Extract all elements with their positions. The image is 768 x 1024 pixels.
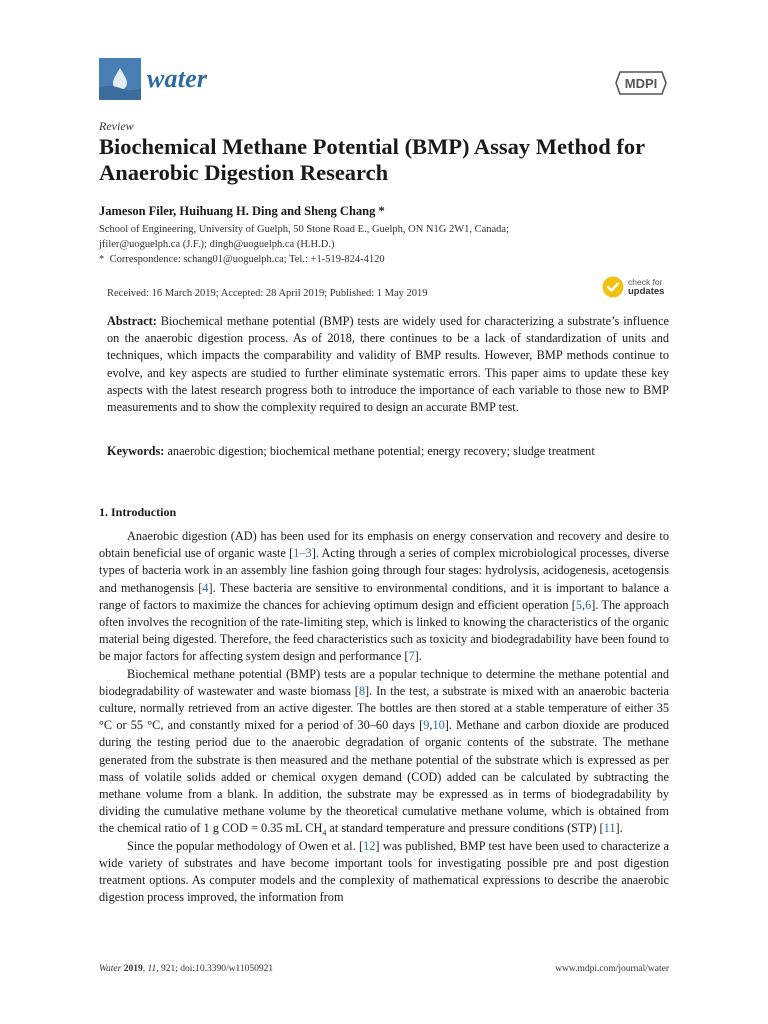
subscript: 4 <box>322 828 327 838</box>
citation-link[interactable]: 4 <box>202 580 209 595</box>
citation-link[interactable]: 11 <box>603 821 616 836</box>
citation-link[interactable]: 6 <box>585 597 592 612</box>
author-emails: jfiler@uoguelph.ca (J.F.); dingh@uoguelph.ca (H.H.D.) <box>99 239 335 250</box>
footer-journal: Water <box>99 964 122 974</box>
abstract-label: Abstract: <box>107 314 157 328</box>
section-heading: 1. Introduction <box>99 505 177 519</box>
footer-volume: 11 <box>147 964 157 974</box>
keywords-text: anaerobic digestion; biochemical methane potential; energy recovery; sludge treatment <box>167 444 595 458</box>
paragraph-3: Since the popular methodology of Owen et al. [12] was published, BMP test have been used to characterize a wide variety of substrates and have become important tools for investigating possible pre and post digestion treatment options. As computer models and the complexity of mathematical expressions to describe the anaerobic digestion process improved, the information from <box>99 838 669 905</box>
article-type: Review <box>99 119 134 133</box>
citation-link[interactable]: 5 <box>575 597 583 612</box>
updates-badge-line1: check for <box>628 277 663 287</box>
footer-year: 2019 <box>123 964 143 974</box>
body-text <box>99 528 669 906</box>
paragraph-2: Biochemical methane potential (BMP) tests are a popular technique to determine the methane potential and biodegradability of wastewater and waste biomass [8]. In the test, a substrate is mixed with an anaerobic bacteria culture, normally retrieved from an active digester. The bottles are then stored at a stable temperature of either 35 °C or 55 °C, and constantly mixed for a period of 30–60 days [9,10]. Methane and carbon dioxide are produced during the testing period due to the anaerobic degradation of organic contents of the substrate. The methane generated from the substrate is then measured and the methane potential of the substrate which is expressed as per mass of volatile solids added or chemical oxygen demand (COD) added can be calculated by subtracting the methane volume from a blank. In addition, the substrate may be expressed as in terms of biodegradability by dividing the cumulative methane volume by the theoretical cumulative methane volume, which is obtained from the chemical ratio of 1 g COD = 0.35 mL $CH_4$ at standard temperature and pressure conditions (STP) [11]. <box>99 666 669 838</box>
citation-link[interactable]: 1–3 <box>293 546 312 561</box>
journal-logo <box>99 58 207 100</box>
citation-link[interactable]: 10 <box>432 718 445 733</box>
correspondence <box>99 254 385 265</box>
keywords-label: Keywords: <box>107 444 165 458</box>
author-list: Jameson Filer, Huihuang H. Ding and Sheng Chang * <box>99 204 385 218</box>
article-dates: Received: 16 March 2019; Accepted: 28 April 2019; Published: 1 May 2019 <box>107 288 428 299</box>
publisher-logo <box>614 66 668 100</box>
footer-citation: Water 2019, 11, 921; doi:10.3390/w11050921 <box>99 964 274 974</box>
correspondence-mark: * <box>99 254 105 265</box>
citation-link[interactable]: 7 <box>408 649 415 664</box>
check-for-updates-badge[interactable] <box>602 276 664 298</box>
water-drop-icon <box>99 58 141 100</box>
abstract <box>107 313 669 416</box>
paper-title: Biochemical Methane Potential (BMP) Assay Method for Anaerobic Digestion Research <box>99 134 645 185</box>
citation-link[interactable]: 8 <box>358 683 365 698</box>
keywords <box>107 443 669 460</box>
abstract-text: Biochemical methane potential (BMP) tests are widely used for characterizing a substrate’s influence on the anaerobic digestion process. As of 2018, there continues to be a lack of standardization of units and techniques, which impacts the comparability and validity of BMP results. However, BMP methods continue to evolve, and key aspects are studied to further eliminate systematic errors. This paper aims to update these key aspects with the latest research progress both to introduce the importance of each variable to those new to BMP measurements and to show the complexity required to design an accurate BMP test. <box>107 314 669 415</box>
check-updates-icon <box>602 276 624 298</box>
paragraph-1: Anaerobic digestion (AD) has been used for its emphasis on energy conservation and recovery and desire to obtain beneficial use of organic waste [1–3]. Acting through a series of complex microbiological processes, diverse types of bacteria work in an assembly line fashion going through four stages: hydrolysis, acidogenesis, acetogensis and methanogensis [4]. These bacteria are sensitive to environmental conditions, and it is important to balance a range of factors to maximize the chances for achieving optimum design and efficient operation [5,6]. The approach often involves the recognition of the rate-limiting step, which is linked to knowing the characteristics of the organic material being digested. Therefore, the feed characteristics such as toxicity and biodegradability have been found to be major factors for affecting system design and performance [7]. <box>99 529 669 664</box>
publisher-name: MDPI <box>624 76 658 91</box>
updates-badge-line2: updates <box>628 286 665 297</box>
affiliation: School of Engineering, University of Guelph, 50 Stone Road E., Guelph, ON N1G 2W1, Canada; <box>99 224 510 235</box>
citation-link[interactable]: 12 <box>363 838 376 853</box>
citation-link[interactable]: 9 <box>423 718 430 733</box>
footer-doi: , 921; doi:10.3390/w11050921 <box>156 964 274 974</box>
journal-name: water <box>147 64 208 93</box>
journal-url-link[interactable]: www.mdpi.com/journal/water <box>555 964 669 974</box>
correspondence-text: Correspondence: schang01@uoguelph.ca; Tel.: +1-519-824-4120 <box>109 254 385 265</box>
